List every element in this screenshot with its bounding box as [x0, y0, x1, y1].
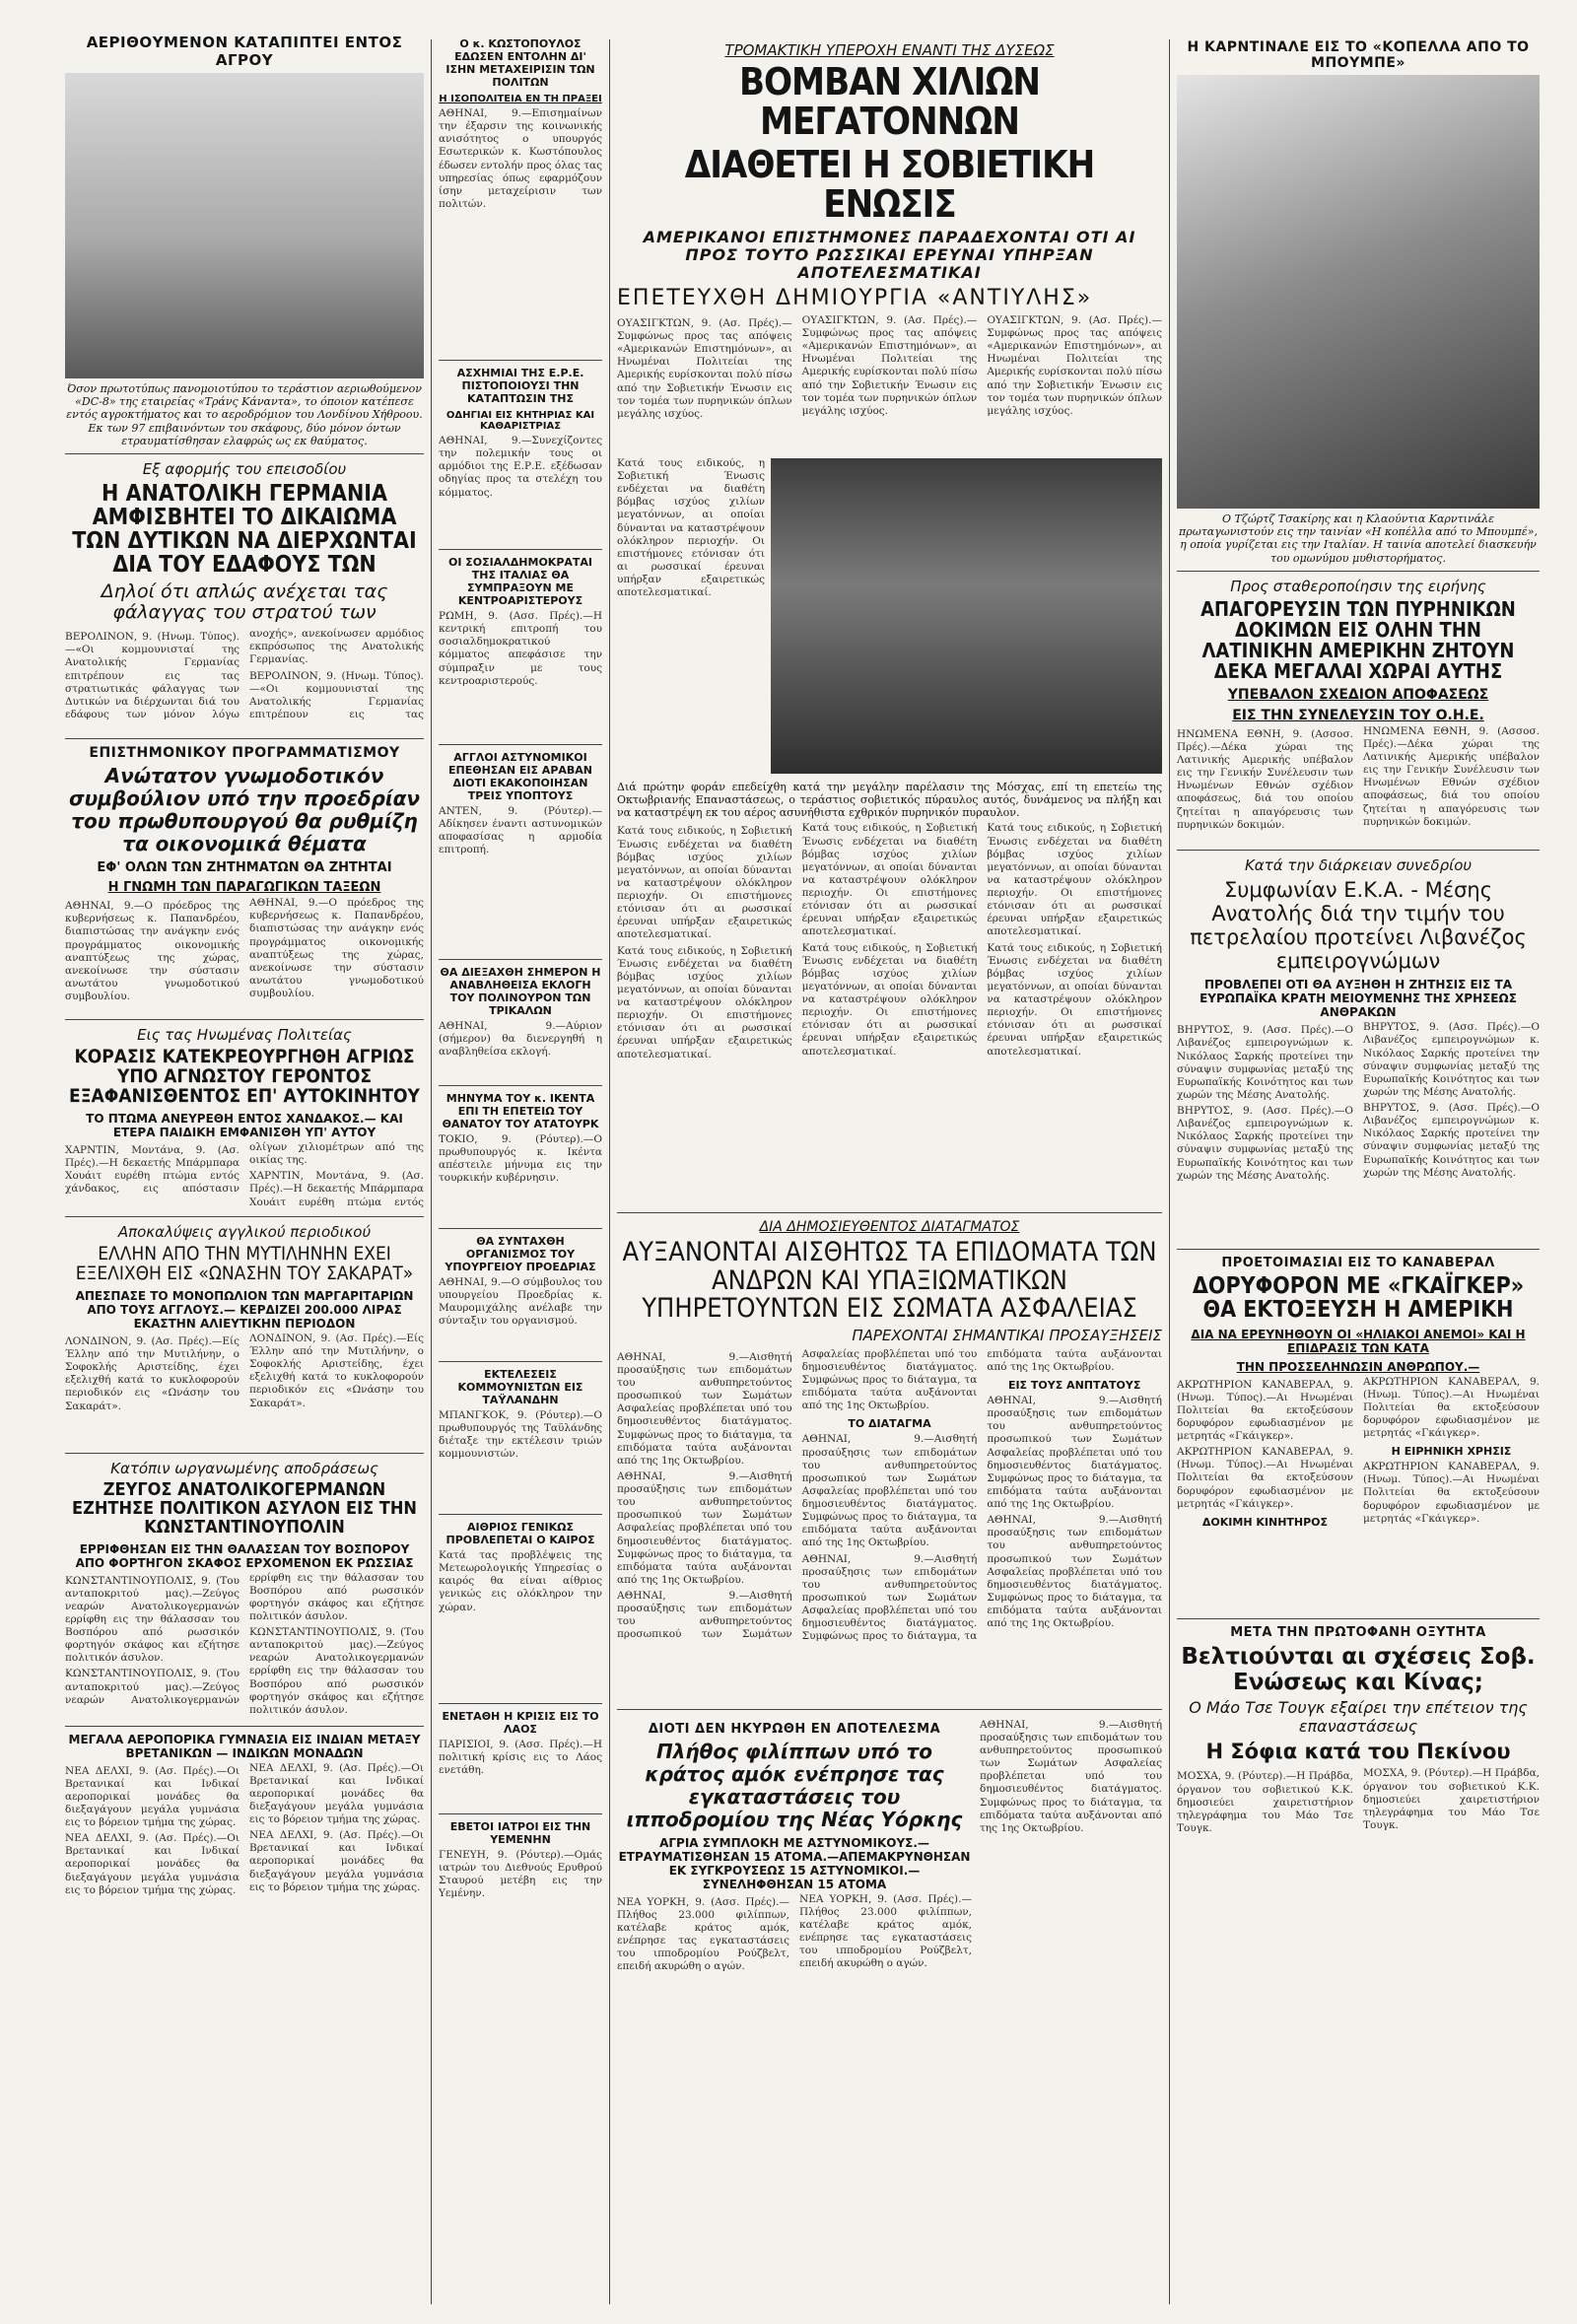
article-body: ΧΑΡΝΤΙΝ, Μοντάνα, 9. (Ασ. Πρές).—Η δεκαετής Μπάρμπαρα Χουάιτ ευρέθη πτώμα εντός χάνδακος, εις απόστασιν ολίγων χιλιομέτρων από της οικίας της. ΧΑΡΝΤΙΝ, Μοντάνα, 9. (Ασ. Πρές).—Η δεκαετής Μπάρμπαρα Χουάιτ ευρέθη πτώμα εντός: [65, 1141, 424, 1208]
headline: ΘΑ ΣΥΝΤΑΧΘΗ ΟΡΓΑΝΙΣΜΟΣ ΤΟΥ ΥΠΟΥΡΓΕΙΟΥ ΠΡΟΕΔΡΙΑΣ: [445, 1235, 596, 1273]
divider: [1177, 850, 1540, 851]
subheadline: ΤΗΝ ΠΡΟΣΣΕΛΗΝΩΣΙΝ ΑΝΘΡΩΠΟΥ.—: [1236, 1359, 1480, 1374]
story-kicker: Εξ αφορμής του επεισοδίου: [142, 459, 347, 478]
divider: [65, 738, 424, 739]
headline: ΑΣΧΗΜΙΑΙ ΤΗΣ Ε.Ρ.Ε. ΠΙΣΤΟΠΟΙΟΥΣΙ ΤΗΝ ΚΑΤΑΠΤΩΣΙΝ ΤΗΣ: [456, 367, 584, 405]
article-body: Κατά τους ειδικούς, η Σοβιετική Ένωσις ενδέχεται να διαθέτη βόμβας ισχύος χιλίων μεγατόννων, αι οποίαι δύνανται να καταστρέψουν ολόκληρον περιοχήν. Οι επιστήμονες ετόνισαν ότι αι ρωσσικαί έρευναι υπήρξαν εξαιρετικώς αποτελεσματικαί. Κατά τους ειδικούς, η Σοβιετική Ένωσις ενδέχεται να διαθέτη βόμβας ισχύος χιλίων μεγατόννων, αι οποίαι δύνανται να καταστρέψουν ολόκληρον περιοχήν. Οι επιστήμονες ετόνισαν ότι αι ρωσσικαί έρευναι υπήρξαν εξαιρετικώς αποτελεσματικαί. Κατά τους ειδικούς, η Σοβιετική Ένωσις ενδέχεται να διαθέτη βόμβας ισχύος χιλίων μεγατόννων, αι οποίαι δύνανται να καταστρέψουν ολόκληρον περιοχήν. Οι επιστήμονες ετόνισαν ότι αι ρωσσικαί έρευναι υπήρξαν εξαιρετικώς αποτελεσματικαί. Κατά τους ειδικούς, η Σοβιετική Ένωσις ενδέχεται να διαθέτη βόμβας ισχύος χιλίων μεγατόννων, αι οποίαι δύνανται να καταστρέψουν ολόκληρον περιοχήν. Οι επιστήμονες ετόνισαν ότι αι ρωσσικαί έρευναι υπήρξαν εξαιρετικώς αποτελεσματικαί. Κατά τους ειδικούς, η Σοβιετική Ένωσις ενδέχεται να διαθέτη βόμβας ισχύος χιλίων μεγατόννων, αι οποίαι δύνανται να καταστρέψουν ολόκληρον περιοχήν. Οι επιστήμονες ετόνισαν ότι αι ρωσσικαί έρευναι υπήρξαν εξαιρετικώς αποτελεσματικαί. Κατά τους ειδικούς, η Σοβιετική Ένωσις ενδέχεται να διαθέτη βόμβας ισχύος χιλίων μεγατόννων, αι οποίαι δύνανται να καταστρέψουν ολόκληρον περιοχήν. Οι επιστήμονες ετόνισαν ότι αι ρωσσικαί έρευναι υπήρξαν εξαιρετικώς αποτελεσματικαί.: [617, 822, 1162, 1060]
divider: [439, 360, 602, 361]
divider: [439, 1228, 602, 1229]
photo-row: [617, 454, 1162, 778]
divider: [617, 1709, 1162, 1710]
article-body: Κατά τους ειδικούς, η Σοβιετική Ένωσις ενδέχεται να διαθέτη βόμβας ισχύος χιλίων μεγατόννων, αι οποίαι δύνανται να καταστρέψουν ολόκληρον περιοχήν. Οι επιστήμονες ετόνισαν ότι αι ρωσσικαί έρευναι υπήρξαν εξαιρετικώς αποτελεσματικαί.: [617, 456, 765, 599]
article-body: ΚΩΝΣΤΑΝΤΙΝΟΥΠΟΛΙΣ, 9. (Του ανταποκριτού μας).—Ζεύγος νεαρών Ανατολικογερμανών ερρίφθη εις την θάλασσαν του Βοσπόρου από ρωσσικόν φορτηγόν σκάφος και εζήτησε πολιτικόν άσυλον. ΚΩΝΣΤΑΝΤΙΝΟΥΠΟΛΙΣ, 9. (Του ανταποκριτού μας).—Ζεύγος νεαρών Ανατολικογερμανών ερρίφθη εις την θάλασσαν του Βοσπόρου από ρωσσικόν φορτηγόν σκάφος και εζήτησε πολιτικόν άσυλον. ΚΩΝΣΤΑΝΤΙΝΟΥΠΟΛΙΣ, 9. (Του ανταποκριτού μας).—Ζεύγος νεαρών Ανατολικογερμανών ερρίφθη εις την θάλασσαν του Βοσπόρου από ρωσσικόν φορτηγόν σκάφος και εζήτησε πολιτικόν άσυλον.: [65, 1571, 424, 1716]
headline: ΕΚΤΕΛΕΣΕΙΣ ΚΟΜΜΟΥΝΙΣΤΩΝ ΕΙΣ ΤΑΫΛΑΝΔΗΝ: [457, 1368, 583, 1406]
subheadline: ΟΔΗΓΙΑΙ ΕΙΣ ΚΗΤΗΡΙΑΣ ΚΑΙ ΚΑΘΑΡΙΣΤΡΙΑΣ: [446, 410, 595, 432]
article-body: ΒΗΡΥΤΟΣ, 9. (Ασσ. Πρές).—Ο Λιβανέζος εμπειρογνώμων κ. Νικόλαος Σαρκής προτείνει την σύναψιν συμφωνίας μεταξύ της Ευρωπαϊκής Κοινότητος και των χωρών της Μέσης Ανατολής. ΒΗΡΥΤΟΣ, 9. (Ασσ. Πρές).—Ο Λιβανέζος εμπειρογνώμων κ. Νικόλαος Σαρκής προτείνει την σύναψιν συμφωνίας μεταξύ της Ευρωπαϊκής Κοινότητος και των χωρών της Μέσης Ανατολής. ΒΗΡΥΤΟΣ, 9. (Ασσ. Πρές).—Ο Λιβανέζος εμπειρογνώμων κ. Νικόλαος Σαρκής προτείνει την σύναψιν συμφωνίας μεταξύ της Ευρωπαϊκής Κοινότητος και των χωρών της Μέσης Ανατολής. ΒΗΡΥΤΟΣ, 9. (Ασσ. Πρές).—Ο Λιβανέζος εμπειρογνώμων κ. Νικόλαος Σαρκής προτείνει την σύναψιν συμφωνίας μεταξύ της Ευρωπαϊκής Κοινότητος και των χωρών της Μέσης Ανατολής.: [1177, 1021, 1540, 1182]
story-kicker: Εις τας Ηνωμένας Πολιτείας: [137, 1026, 352, 1045]
headline: ΕΝΕΤΑΘΗ Η ΚΡΙΣΙΣ ΕΙΣ ΤΟ ΛΑΟΣ: [442, 1710, 599, 1736]
column-rule: [609, 39, 610, 2304]
headline: ΑΓΓΛΟΙ ΑΣΤΥΝΟΜΙΚΟΙ ΕΠΕΘΗΣΑΝ ΕΙΣ ΑΡΑΒΑΝ ΔΙΟΤΙ ΕΚΑΚΟΠΟΙΗΣΑΝ ΤΡΕΙΣ ΥΠΟΠΤΟΥΣ: [448, 751, 592, 802]
column-second: [433, 0, 608, 2324]
subheadline: Η ΓΝΩΜΗ ΤΩΝ ΠΑΡΑΓΩΓΙΚΩΝ ΤΑΞΕΩΝ: [107, 880, 381, 896]
subheadline: ΑΜΕΡΙΚΑΝΟΙ ΕΠΙΣΤΗΜΟΝΕΣ ΠΑΡΑΔΕΧΟΝΤΑΙ ΟΤΙ ΑΙ ΠΡΟΣ ΤΟΥΤΟ ΡΩΣΣΙΚΑΙ ΕΡΕΥΝΑΙ ΥΠΗΡΞΑΝ ΑΠΟΤΕΛΕΣΜΑΤΙΚΑΙ: [643, 227, 1136, 283]
section-subhead: ΕΙΣ ΤΟΥΣ ΑΝΠΤΑΤΟΥΣ: [1007, 1379, 1141, 1393]
article-body: ΟΥΑΣΙΓΚΤΩΝ, 9. (Ασ. Πρές).—Συμφώνως προς τας απόψεις «Αμερικανών Επιστημόνων», αι Ηνωμέναι Πολιτείαι της Αμερικής ευρίσκονται πολύ πίσω από την Σοβιετικήν Ένωσιν εις τον τομέα των πυρηνικών όπλων μεγάλης ισχύος. ΟΥΑΣΙΓΚΤΩΝ, 9. (Ασ. Πρές).—Συμφώνως προς τας απόψεις «Αμερικανών Επιστημόνων», αι Ηνωμέναι Πολιτείαι της Αμερικής ευρίσκονται πολύ πίσω από την Σοβιετικήν Ένωσιν εις τον τομέα των πυρηνικών όπλων μεγάλης ισχύος. ΟΥΑΣΙΓΚΤΩΝ, 9. (Ασ. Πρές).—Συμφώνως προς τας απόψεις «Αμερικανών Επιστημόνων», αι Ηνωμέναι Πολιτείαι της Αμερικής ευρίσκονται πολύ πίσω από την Σοβιετικήν Ένωσιν εις τον τομέα των πυρηνικών όπλων μεγάλης ισχύος.: [617, 313, 1162, 420]
article-body: ΑΘΗΝΑΙ, 9.—Συνεχίζοντες την πολεμικήν τους οι αρμόδιοι της Ε.Ρ.Ε. εξέδωσαν οδηγίας προς τα στελέχη του κόμματος.: [439, 435, 602, 499]
divider: [439, 1085, 602, 1086]
divider: [617, 1212, 1162, 1213]
divider: [439, 959, 602, 960]
headline: ΑΠΑΓΟΡΕΥΣΙΝ ΤΩΝ ΠΥΡΗΝΙΚΩΝ ΔΟΚΙΜΩΝ ΕΙΣ ΟΛΗΝ ΤΗΝ ΛΑΤΙΝΙΚΗΝ ΑΜΕΡΙΚΗΝ ΖΗΤΟΥΝ ΔΕΚΑ ΜΕΓΑΛΑΙ ΧΩΡΑΙ ΑΥΤΗΣ: [1200, 596, 1516, 683]
section-subhead: ΔΟΚΙΜΗ ΚΙΝΗΤΗΡΟΣ: [1201, 1515, 1329, 1529]
section-subhead: Η ΕΙΡΗΝΙΚΗ ΧΡΗΣΙΣ: [1391, 1445, 1512, 1459]
headline: ΜΕΓΑΛΑ ΑΕΡΟΠΟΡΙΚΑ ΓΥΜΝΑΣΙΑ ΕΙΣ ΙΝΔΙΑΝ ΜΕΤΑΞΥ ΒΡΕΤΑΝΙΚΩΝ — ΙΝΔΙΚΩΝ ΜΟΝΑΔΩΝ: [68, 1732, 421, 1760]
subheadline: Δηλοί ότι απλώς ανέχεται τας φάλαγγας του στρατού των: [101, 580, 388, 624]
story-kicker: Κατά την διάρκειαν συνεδρίου: [1244, 855, 1473, 874]
story-kicker: ΑΕΡΙΘΟΥΜΕΝΟΝ ΚΑΤΑΠΙΠΤΕΙ ΕΝΤΟΣ ΑΓΡΟΥ: [86, 34, 403, 69]
article-body: ΑΝΤΕΝ, 9. (Ρόυτερ).—Αδίκησεν έναντι αστυνομικών αποφασίσας η αρμοδία επιτροπή.: [439, 805, 602, 856]
subheadline: ΕΦ' ΟΛΩΝ ΤΩΝ ΖΗΤΗΜΑΤΩΝ ΘΑ ΖΗΤΗΤΑΙ: [97, 860, 392, 876]
divider: [65, 1216, 424, 1217]
article-body: ΜΠΑΝΓΚΟΚ, 9. (Ρόυτερ).—Ο πρωθυπουργός της Ταϋλάνδης διέταξε την εκτέλεσιν τριών κομμουνιστών.: [439, 1409, 602, 1461]
photo-caption: Όσον πρωτοτύπως πανομοιοτύπου το τεράστιον αεριωθούμενον «DC-8» της εταιρείας «Τράνς Κάναντα», το όποιον κατέπεσε εντός αγροκτήματος και το αεροδρόμιον του Λονδίνου Χήθροου. Εκ των 97 επιβαινόντων του σκάφους, δύο μόνον όντων ετραυματίσθησαν ελαφρώς ως εκ θαύματος.: [66, 382, 423, 447]
cardinale-photo: [1177, 75, 1540, 509]
article-body: ΑΘΗΝΑΙ, 9.—Επισημαίνων την έξαρσιν της κοινωνικής ανισότητος ο υπουργός Εσωτερικών κ. Κωστόπουλος έδωσεν εντολήν προς όλας τας υπηρεσίας όπως εφαρμόζουν ίσην μεταχείρισιν των πολιτών.: [439, 107, 602, 210]
subheadline: ΑΓΡΙΑ ΣΥΜΠΛΟΚΗ ΜΕ ΑΣΤΥΝΟΜΙΚΟΥΣ.— ΕΤΡΑΥΜΑΤΙΣΘΗΣΑΝ 15 ΑΤΟΜΑ.—ΑΠΕΜΑΚΡΥΝΘΗΣΑΝ ΕΚ ΣΥΓΚΡΟΥΣΕΩΣ 15 ΑΣΤΥΝΟΜΙΚΟΙ.—ΣΥΝΕΛΗΦΘΗΣΑΝ 15 ΑΤΟΜΑ: [618, 1835, 971, 1891]
story-kicker: ΔΙΑ ΔΗΜΟΣΙΕΥΘΕΝΤΟΣ ΔΙΑΤΑΓΜΑΤΟΣ: [759, 1219, 1020, 1236]
subheadline: ΥΠΕΒΑΛΟΝ ΣΧΕΔΙΟΝ ΑΠΟΦΑΣΕΩΣ: [1227, 686, 1489, 703]
headline: Βελτιούνται αι σχέσεις Σοβ. Ενώσεως και Κίνας;: [1181, 1643, 1536, 1696]
article-body: ΑΚΡΩΤΗΡΙΟΝ ΚΑΝΑΒΕΡΑΛ, 9. (Ηνωμ. Τύπος).—Αι Ηνωμέναι Πολιτείαι θα εκτοξεύσουν δορυφόρον εφωδιασμένον με μετρητάς «Γκάιγκερ». ΑΚΡΩΤΗΡΙΟΝ ΚΑΝΑΒΕΡΑΛ, 9. (Ηνωμ. Τύπος).—Αι Ηνωμέναι Πολιτείαι θα εκτοξεύσουν δορυφόρον εφωδιασμένον με μετρητάς «Γκάιγκερ». ΔΟΚΙΜΗ ΚΙΝΗΤΗΡΟΣ ΑΚΡΩΤΗΡΙΟΝ ΚΑΝΑΒΕΡΑΛ, 9. (Ηνωμ. Τύπος).—Αι Ηνωμέναι Πολιτείαι θα εκτοξεύσουν δορυφόρον εφωδιασμένον με μετρητάς «Γκάιγκερ». Η ΕΙΡΗΝΙΚΗ ΧΡΗΣΙΣ ΑΚΡΩΤΗΡΙΟΝ ΚΑΝΑΒΕΡΑΛ, 9. (Ηνωμ. Τύπος).—Αι Ηνωμέναι Πολιτείαι θα εκτοξεύσουν δορυφόρον εφωδιασμένον με μετρητάς «Γκάιγκερ».: [1177, 1375, 1540, 1529]
headline: ΟΙ ΣΟΣΙΑΛΔΗΜΟΚΡΑΤΑΙ ΤΗΣ ΙΤΑΛΙΑΣ ΘΑ ΣΥΜΠΡΑΞΟΥΝ ΜΕ ΚΕΝΤΡΟΑΡΙΣΤΕΡΟΥΣ: [448, 556, 592, 607]
column-right: [1171, 0, 1545, 2324]
subheadline: Ο Μάο Τσε Τουγκ εξαίρει την επέτειον της επαναστάσεως: [1189, 1698, 1528, 1736]
story-kicker: Προς σταθεροποίησιν της ειρήνης: [1230, 577, 1486, 595]
article-body: Κατά τας προβλέψεις της Μετεωρολογικής Υπηρεσίας ο καιρός θα είναι αίθριος γενικώς εις ολόκληρον την χώραν.: [439, 1549, 602, 1613]
article-body: ΒΕΡΟΛΙΝΟΝ, 9. (Ηνωμ. Τύπος).—«Οι κομμουνισταί της Ανατολικής Γερμανίας επιτρέπουν εις τας στρατιωτικάς φάλαγγας των Δυτικών να διέρχωνται διά του εδάφους των μόνον λόγω ανοχής», ανεκοίνωσεν αρμόδιος εκπρόσωπος της Ανατολικής Γερμανίας. ΒΕΡΟΛΙΝΟΝ, 9. (Ηνωμ. Τύπος).—«Οι κομμουνισταί της Ανατολικής Γερμανίας επιτρέπουν εις τας: [65, 628, 424, 720]
main-headline: ΔΙΑΘΕΤΕΙ Η ΣΟΒΙΕΤΙΚΗ ΕΝΩΣΙΣ: [684, 142, 1095, 226]
article-body: ΗΝΩΜΕΝΑ ΕΘΝΗ, 9. (Ασσοσ. Πρές).—Δέκα χώραι της Λατινικής Αμερικής υπέβαλον εις την Γενικήν Συνέλευσιν των Ηνωμένων Εθνών σχέδιον αποφάσεως, διά του οποίου ζητείται η απαγόρευσις των πυρηνικών δοκιμών. ΗΝΩΜΕΝΑ ΕΘΝΗ, 9. (Ασσοσ. Πρές).—Δέκα χώραι της Λατινικής Αμερικής υπέβαλον εις την Γενικήν Συνέλευσιν των Ηνωμένων Εθνών σχέδιον αποφάσεως, διά του οποίου ζητείται η απαγόρευσις των πυρηνικών δοκιμών.: [1177, 724, 1540, 831]
headline: ΕΒΕΤΟΙ ΙΑΤΡΟΙ ΕΙΣ ΤΗΝ ΥΕΜΕΝΗΝ: [449, 1820, 591, 1846]
section-subhead: ΤΟ ΔΙΑΤΑΓΜΑ: [848, 1417, 931, 1431]
story-kicker: ΠΡΟΕΤΟΙΜΑΣΙΑΙ ΕΙΣ ΤΟ ΚΑΝΑΒΕΡΑΛ: [1221, 1256, 1495, 1271]
headline: Ο κ. ΚΩΣΤΟΠΟΥΛΟΣ ΕΔΩΣΕΝ ΕΝΤΟΛΗΝ ΔΙ' ΙΣΗΝ ΜΕΤΑΧΕΙΡΙΣΙΝ ΤΩΝ ΠΟΛΙΤΩΝ: [446, 37, 595, 89]
article-body: ΛΟΝΔΙΝΟΝ, 9. (Ασ. Πρές).—Είς Έλλην από την Μυτιλήνην, ο Σοφοκλής Αριστείδης, έχει εξελιχθή κατά το κυκλοφορούν περιοδικόν εις «Ωνάσην του Σακαράτ». ΛΟΝΔΙΝΟΝ, 9. (Ασ. Πρές).—Είς Έλλην από την Μυτιλήνην, ο Σοφοκλής Αριστείδης, έχει εξελιχθή κατά το κυκλοφορούν περιοδικόν εις «Ωνάσην του Σακαράτ».: [65, 1332, 424, 1412]
headline: ΖΕΥΓΟΣ ΑΝΑΤΟΛΙΚΟΓΕΡΜΑΝΩΝ ΕΖΗΤΗΣΕ ΠΟΛΙΤΙΚΟΝ ΑΣΥΛΟΝ ΕΙΣ ΤΗΝ ΚΩΝΣΤΑΝΤΙΝΟΥΠΟΛΙΝ: [72, 1478, 417, 1538]
headline: Ανώτατον γνωμοδοτικόν συμβούλιον υπό την προεδρίαν του πρωθυπουργού θα ρυθμίζη τα οικονομικά θέματα: [69, 764, 420, 856]
divider: [439, 1361, 602, 1362]
subheadline: ΔΙΑ ΝΑ ΕΡΕΥΝΗΘΟΥΝ ΟΙ «ΗΛΙΑΚΟΙ ΑΝΕΜΟΙ» ΚΑΙ Η ΕΠΙΔΡΑΣΙΣ ΤΩΝ ΚΑΤΑ: [1191, 1327, 1526, 1355]
article-body: ΑΘΗΝΑΙ, 9.—Ο πρόεδρος της κυβερνήσεως κ. Παπανδρέου, διαπιστώσας την ανάγκην ενός προγράμματος οικονομικής αναπτύξεως της χώρας, ανεκοίνωσε την σύστασιν ανωτάτου γνωμοδοτικού συμβουλίου. ΑΘΗΝΑΙ, 9.—Ο πρόεδρος της κυβερνήσεως κ. Παπανδρέου, διαπιστώσας την ανάγκην ενός προγράμματος οικονομικής αναπτύξεως της χώρας, ανεκοίνωσε την σύστασιν ανωτάτου γνωμοδοτικού συμβουλίου.: [65, 897, 424, 1003]
column-rule: [1169, 39, 1170, 2304]
article-body: ΡΩΜΗ, 9. (Ασσ. Πρές).—Η κεντρική επιτροπή του σοσιαλδημοκρατικού κόμματος απεφάσισε την σύμπραξιν με τους κεντροαριστερούς.: [439, 610, 602, 687]
headline: ΑΙΘΡΙΟΣ ΓΕΝΙΚΩΣ ΠΡΟΒΛΕΠΕΤΑΙ Ο ΚΑΙΡΟΣ: [446, 1521, 595, 1546]
headline: ΜΗΝΥΜΑ ΤΟΥ κ. ΙΚΕΝΤΑ ΕΠΙ ΤΗ ΕΠΕΤΕΙΩ ΤΟΥ ΘΑΝΑΤΟΥ ΤΟΥ ΑΤΑΤΟΥΡΚ: [442, 1092, 599, 1130]
headline: ΕΛΛΗΝ ΑΠΟ ΤΗΝ ΜΥΤΙΛΗΝΗΝ ΕΧΕΙ ΕΞΕΛΙΧΘΗ ΕΙΣ «ΩΝΑΣΗΝ ΤΟΥ ΣΑΚΑΡΑΤ»: [75, 1243, 414, 1284]
article-body: ΝΕΑ ΔΕΛΧΙ, 9. (Ασ. Πρές).—Οι Βρετανικαί και Ινδικαί αεροπορικαί μονάδες θα διεξαγάγουν μεγάλα γυμνάσια εις το βόρειον τμήμα της χώρας. ΝΕΑ ΔΕΛΧΙ, 9. (Ασ. Πρές).—Οι Βρετανικαί και Ινδικαί αεροπορικαί μονάδες θα διεξαγάγουν μεγάλα γυμνάσια εις το βόρειον τμήμα της χώρας. ΝΕΑ ΔΕΛΧΙ, 9. (Ασ. Πρές).—Οι Βρετανικαί και Ινδικαί αεροπορικαί μονάδες θα διεξαγάγουν μεγάλα γυμνάσια εις το βόρειον τμήμα της χώρας. ΝΕΑ ΔΕΛΧΙ, 9. (Ασ. Πρές).—Οι Βρετανικαί και Ινδικαί αεροπορικαί μονάδες θα διεξαγάγουν μεγάλα γυμνάσια εις το βόρειον τμήμα της χώρας.: [65, 1761, 424, 1896]
subheadline: ΕΙΣ ΤΗΝ ΣΥΝΕΛΕΥΣΙΝ ΤΟΥ Ο.Η.Ε.: [1232, 707, 1484, 723]
bottom-story-row: [617, 1716, 1162, 2008]
divider: [1177, 1618, 1540, 1619]
divider: [439, 1514, 602, 1515]
subheadline: Η ΙΣΟΠΟΛΙΤΕΙΑ ΕΝ ΤΗ ΠΡΑΞΕΙ: [439, 94, 602, 104]
divider: [65, 1019, 424, 1020]
divider: [65, 453, 424, 454]
subheadline: ΤΟ ΠΤΩΜΑ ΑΝΕΥΡΕΘΗ ΕΝΤΟΣ ΧΑΝΔΑΚΟΣ.— ΚΑΙ ΕΤΕΡΑ ΠΑΙΔΙΚΗ ΕΜΦΑΝΙΣΘΗ ΥΠ' ΑΥΤΟΥ: [86, 1112, 403, 1139]
main-headline: ΒΟΜΒΑΝ ΧΙΛΙΩΝ ΜΕΓΑΤΟΝΝΩΝ: [738, 60, 1041, 143]
subheadline: ΑΠΕΣΠΑΣΕ ΤΟ ΜΟΝΟΠΩΛΙΟΝ ΤΩΝ ΜΑΡΓΑΡΙΤΑΡΙΩΝ ΑΠΟ ΤΟΥΣ ΑΓΓΛΟΥΣ.— ΚΕΡΔΙΖΕΙ 200.000 ΛΙΡΑΣ ΕΚΑΣΤΗΝ ΑΛΙΕΥΤΙΚΗΝ ΠΕΡΙΟΔΟΝ: [75, 1288, 414, 1331]
plane-crash-photo: [65, 73, 424, 378]
article-body: ΝΕΑ ΥΟΡΚΗ, 9. (Ασσ. Πρές).—Πλήθος 23.000 φιλίππων, κατέλαβε κράτος αμόκ, ενέπρησε τας εγκαταστάσεις του ιπποδρομίου Ρούζβελτ, επειδή ακυρώθη ο αγών. ΝΕΑ ΥΟΡΚΗ, 9. (Ασσ. Πρές).—Πλήθος 23.000 φιλίππων, κατέλαβε κράτος αμόκ, ενέπρησε τας εγκαταστάσεις του ιπποδρομίου Ρούζβελτ, επειδή ακυρώθη ο αγών.: [617, 1892, 972, 1973]
article-body: ΓΕΝΕΥΗ, 9. (Ρόυτερ).—Ομάς ιατρών του Διεθνούς Ερυθρού Σταυρού μετέβη εις την Υεμένην.: [439, 1849, 602, 1900]
divider: [439, 549, 602, 550]
story-kicker: ΕΠΙΣΤΗΜΟΝΙΚΟΥ ΠΡΟΓΡΑΜΜΑΤΙΣΜΟΥ: [89, 745, 400, 762]
divider: [1177, 1249, 1540, 1250]
subheadline: ΠΑΡΕΧΟΝΤΑΙ ΣΗΜΑΝΤΙΚΑΙ ΠΡΟΣΑΥΞΗΣΕΙΣ: [852, 1326, 1162, 1344]
divider: [1177, 571, 1540, 572]
divider: [65, 1726, 424, 1727]
headline: Η ΑΝΑΤΟΛΙΚΗ ΓΕΡΜΑΝΙΑ ΑΜΦΙΣΒΗΤΕΙ ΤΟ ΔΙΚΑΙΩΜΑ ΤΩΝ ΔΥΤΙΚΩΝ ΝΑ ΔΙΕΡΧΩΝΤΑΙ ΔΙΑ ΤΟΥ ΕΔΑΦΟΥΣ ΤΩΝ: [72, 480, 417, 579]
subheadline: ΕΠΕΤΕΥΧΘΗ ΔΗΜΙΟΥΡΓΙΑ «ΑΝΤΙΥΛΗΣ»: [617, 285, 1093, 310]
subheadline: ΠΡΟΒΛΕΠΕΙ ΟΤΙ ΘΑ ΑΥΞΗΘΗ Η ΖΗΤΗΣΙΣ ΕΙΣ ΤΑ ΕΥΡΩΠΑΪΚΑ ΚΡΑΤΗ ΜΕΙΟΥΜΕΝΗΣ ΤΗΣ ΧΡΗΣΕΩΣ ΑΝΘΡΑΚΩΝ: [1200, 978, 1517, 1020]
divider: [439, 1703, 602, 1704]
headline: ΘΑ ΔΙΕΞΑΧΘΗ ΣΗΜΕΡΟΝ Η ΑΝΑΒΛΗΘΕΙΣΑ ΕΚΛΟΓΗ ΤΟΥ ΠΟΛΙΝΟΥΡΟΝ ΤΩΝ ΤΡΙΚΑΛΩΝ: [440, 966, 601, 1017]
story-kicker: Η ΚΑΡΝΤΙΝΑΛΕ ΕΙΣ ΤΟ «ΚΟΠΕΛΛΑ ΑΠΟ ΤΟ ΜΠΟΥΜΠΕ»: [1187, 39, 1530, 71]
divider: [65, 1453, 424, 1454]
missile-photo: [771, 458, 1162, 774]
photo-caption: Ο Τζώρτζ Τσακίρης και η Κλαούντια Καρντινάλε πρωταγωνιστούν εις την ταινίαν «Η κοπέλλα από το Μπουμπέ», η οποία γυρίζεται εις την Ιταλίαν. Η ταινία αποτελεί διασκευήν του ομωνύμου μυθιστορήματος.: [1179, 513, 1538, 565]
story-kicker: ΔΙΟΤΙ ΔΕΝ ΗΚΥΡΩΘΗ ΕΝ ΑΠΟΤΕΛΕΣΜΑ: [648, 1721, 941, 1737]
column-rule: [431, 39, 432, 2304]
divider: [439, 744, 602, 745]
headline: Συμφωνίαν Ε.Κ.Α. - Μέσης Ανατολής διά την τιμήν του πετρελαίου προτείνει Λιβανέζος εμπειρογνώμων: [1190, 877, 1527, 974]
article-body: ΑΘΗΝΑΙ, 9.—Ο σύμβουλος του υπουργείου Προεδρίας κ. Μαυρομιχάλης ανέλαβε την σύνταξιν του οργανισμού.: [439, 1276, 602, 1328]
article-body: ΤΟΚΙΟ, 9. (Ρόυτερ).—Ο πρωθυπουργός κ. Ικέντα απέστειλε μήνυμα εις την τουρκικήν κυβέρνησιν.: [439, 1133, 602, 1185]
subheadline: ΕΡΡΙΦΘΗΣΑΝ ΕΙΣ ΤΗΝ ΘΑΛΑΣΣΑΝ ΤΟΥ ΒΟΣΠΟΡΟΥ ΑΠΟ ΦΟΡΤΗΓΟΝ ΣΚΑΦΟΣ ΕΡΧΟΜΕΝΟΝ ΕΚ ΡΩΣΣΙΑΣ: [75, 1541, 414, 1570]
photo-caption: Διά πρώτην φοράν επεδείχθη κατά την μεγάλην παρέλασιν της Μόσχας, επί τη επετείω της Οκτωβριανής Επαναστάσεως, ο τεράστιος σοβιετικός πύραυλος αυτός, δυνάμενος να πλήξη και να καταστρέψη εκ του αέρος ασυνήθιστα εχθρικόν πυρηνικόν πυραυλον.: [617, 780, 1162, 820]
article-body: ΠΑΡΙΣΙΟΙ, 9. (Ασσ. Πρές).—Η πολιτική κρίσις εις το Λάος ενετάθη.: [439, 1739, 602, 1777]
headline: ΑΥΞΑΝΟΝΤΑΙ ΑΙΣΘΗΤΩΣ ΤΑ ΕΠΙΔΟΜΑΤΑ ΤΩΝ ΑΝΔΡΩΝ ΚΑΙ ΥΠΑΞΙΩΜΑΤΙΚΩΝ ΥΠΗΡΕΤΟΥΝΤΩΝ ΕΙΣ ΣΩΜΑΤΑ ΑΣΦΑΛΕΙΑΣ: [622, 1237, 1157, 1325]
divider: [439, 1813, 602, 1814]
headline: ΚΟΡΑΣΙΣ ΚΑΤΕΚΡΕΟΥΡΓΗΘΗ ΑΓΡΙΩΣ ΥΠΟ ΑΓΝΩΣΤΟΥ ΓΕΡΟΝΤΟΣ ΕΞΑΦΑΝΙΣΘΕΝΤΟΣ ΕΠ' ΑΥΤΟΚΙΝΗΤΟΥ: [69, 1046, 420, 1108]
story-kicker: Κατόπιν ωργανωμένης αποδράσεως: [110, 1459, 378, 1477]
article-body: ΑΘΗΝΑΙ, 9.—Αύριον (σήμερον) θα διενεργηθή η αναβληθείσα εκλογή.: [439, 1020, 602, 1059]
story-kicker: ΤΡΟΜΑΚΤΙΚΗ ΥΠΕΡΟΧΗ ΕΝΑΝΤΙ ΤΗΣ ΔΥΣΕΩΣ: [724, 41, 1055, 59]
headline: Πλήθος φιλίππων υπό το κράτος αμόκ ενέπρησε τας εγκαταστάσεις του ιπποδρομίου της Νέας Υόρκης: [626, 1739, 963, 1831]
story-kicker: Αποκαλύψεις αγγλικού περιοδικού: [117, 1223, 372, 1241]
column-center: [611, 0, 1168, 2324]
headline: ΔΟΡΥΦΟΡΟΝ ΜΕ «ΓΚΑΪΓΚΕΡ» ΘΑ ΕΚΤΟΞΕΥΣΗ Η ΑΜΕΡΙΚΗ: [1192, 1273, 1525, 1324]
story-kicker: ΜΕΤΑ ΤΗΝ ΠΡΩΤΟΦΑΝΗ ΟΞΥΤΗΤΑ: [1230, 1624, 1486, 1640]
headline: Η Σόφια κατά του Πεκίνου: [1205, 1740, 1511, 1764]
article-body: ΑΘΗΝΑΙ, 9.—Αισθητή προσαύξησις των επιδομάτων του ανθυπηρετούντος προσωπικού των Σωμάτων Ασφαλείας προβλέπεται υπό του δημοσιευθέντος διατάγματος. Συμφώνως προς το διάταγμα, τα επιδόματα ταύτα αυξάνονται από της 1ης Οκτωβρίου. ΑΘΗΝΑΙ, 9.—Αισθητή προσαύξησις των επιδομάτων του ανθυπηρετούντος προσωπικού των Σωμάτων Ασφαλείας προβλέπεται υπό του δημοσιευθέντος διατάγματος. Συμφώνως προς το διάταγμα, τα επιδόματα ταύτα αυξάνονται από της 1ης Οκτωβρίου. ΑΘΗΝΑΙ, 9.—Αισθητή προσαύξησις των επιδομάτων του ανθυπηρετούντος προσωπικού των Σωμάτων Ασφαλείας προβλέπεται υπό του δημοσιευθέντος διατάγματος. Συμφώνως προς το διάταγμα, τα επιδόματα ταύτα αυξάνονται από της 1ης Οκτωβρίου. ΤΟ ΔΙΑΤΑΓΜΑ ΑΘΗΝΑΙ, 9.—Αισθητή προσαύξησις των επιδομάτων του ανθυπηρετούντος προσωπικού των Σωμάτων Ασφαλείας προβλέπεται υπό του δημοσιευθέντος διατάγματος. Συμφώνως προς το διάταγμα, τα επιδόματα ταύτα αυξάνονται από της 1ης Οκτωβρίου. ΑΘΗΝΑΙ, 9.—Αισθητή προσαύξησις των επιδομάτων του ανθυπηρετούντος προσωπικού των Σωμάτων Ασφαλείας προβλέπεται υπό του δημοσιευθέντος διατάγματος. Συμφώνως προς το διάταγμα, τα επιδόματα ταύτα αυξάνονται από της 1ης Οκτωβρίου. ΕΙΣ ΤΟΥΣ ΑΝΠΤΑΤΟΥΣ ΑΘΗΝΑΙ, 9.—Αισθητή προσαύξησις των επιδομάτων του ανθυπηρετούντος προσωπικού των Σωμάτων Ασφαλείας προβλέπεται υπό του δημοσιευθέντος διατάγματος. Συμφώνως προς το διάταγμα, τα επιδόματα ταύτα αυξάνονται από της 1ης Οκτωβρίου. ΑΘΗΝΑΙ, 9.—Αισθητή προσαύξησις των επιδομάτων του ανθυπηρετούντος προσωπικού των Σωμάτων Ασφαλείας προβλέπεται υπό του δημοσιευθέντος διατάγματος. Συμφώνως προς το διάταγμα, τα επιδόματα ταύτα αυξάνονται από της 1ης Οκτωβρίου.: [617, 1347, 1162, 1643]
article-body: ΑΘΗΝΑΙ, 9.—Αισθητή προσαύξησις των επιδομάτων του ανθυπηρετούντος προσωπικού των Σωμάτων Ασφαλείας προβλέπεται υπό του δημοσιευθέντος διατάγματος. Συμφώνως προς το διάταγμα, τα επιδόματα ταύτα αυξάνονται από της 1ης Οκτωβρίου.: [980, 1718, 1162, 1834]
column-left: [59, 0, 430, 2324]
article-body: ΜΟΣΧΑ, 9. (Ρόυτερ).—Η Πράβδα, όργανον του σοβιετικού Κ.Κ. δημοσιεύει χαιρετιστήριον τηλεγράφημα του Μάο Τσε Τουγκ. ΜΟΣΧΑ, 9. (Ρόυτερ).—Η Πράβδα, όργανον του σοβιετικού Κ.Κ. δημοσιεύει χαιρετιστήριον τηλεγράφημα του Μάο Τσε Τουγκ.: [1177, 1767, 1540, 1834]
